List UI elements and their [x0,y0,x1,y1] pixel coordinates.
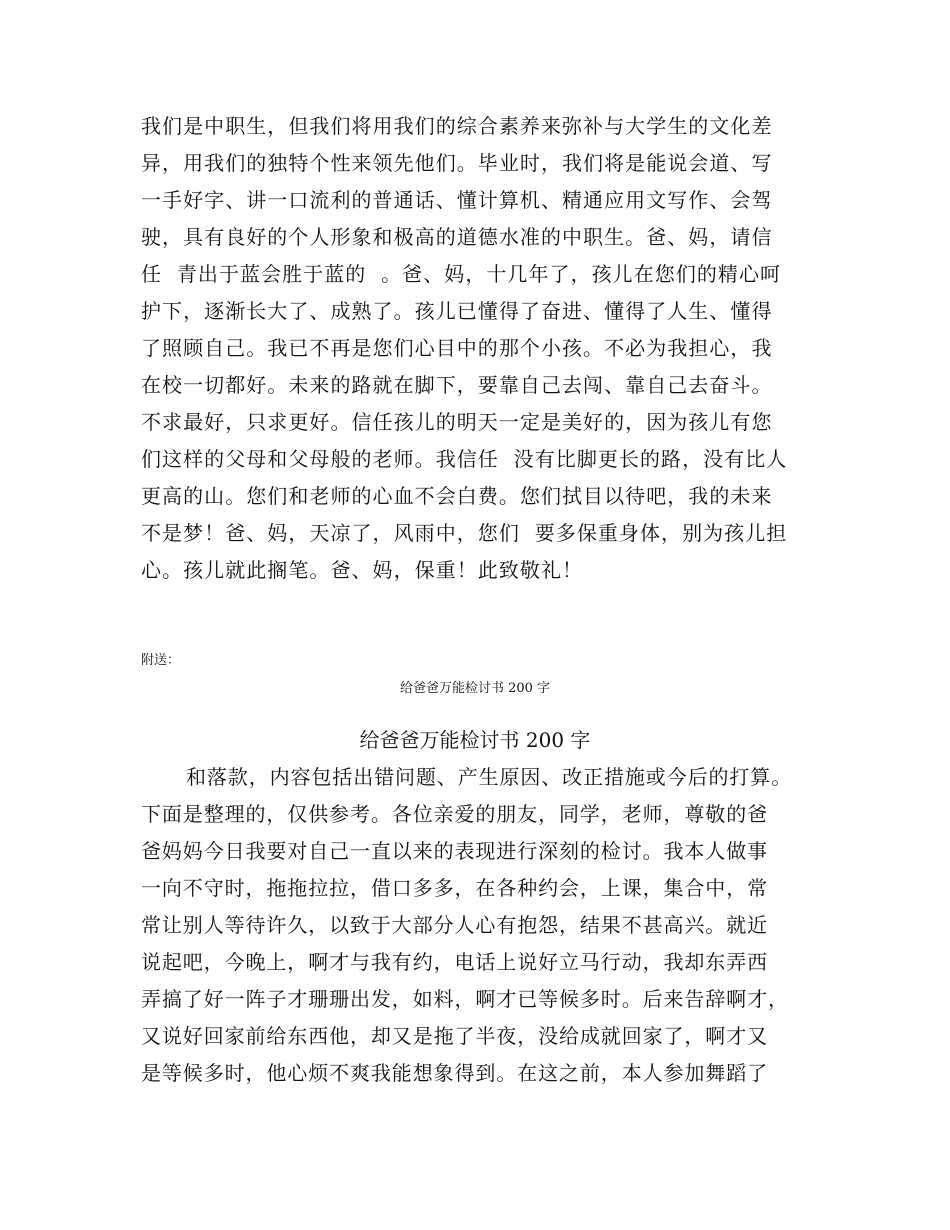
appendix-line: 爸妈妈今日我要对自己一直以来的表现进行深刻的检讨。我本人做事 [141,839,768,863]
appendix-title: 给爸爸万能检讨书 200 字 [359,728,591,752]
appendix-label: 附送： [141,653,181,668]
letter-line: 们这样的父母和父母般的老师。我信任 没有比脚更长的路，没有比人 [141,447,788,471]
appendix-small-title: 给爸爸万能检讨书 200 字 [399,681,551,696]
letter-line: 心。孩儿就此搁笔。爸、妈，保重！此致敬礼！ [141,558,584,582]
appendix-line: 一向不守时，拖拖拉拉，借口多多，在各种约会，上课，集合中，常 [141,876,768,900]
letter-line: 驶，具有良好的个人形象和极高的道德水准的中职生。爸、妈，请信 [141,225,773,249]
letter-line: 不是梦！爸、妈，天凉了，风雨中，您们 要多保重身体，别为孩儿担 [141,521,788,545]
appendix-line: 下面是整理的，仅供参考。各位亲爱的朋友，同学，老师，尊敬的爸 [141,802,768,826]
letter-line: 异，用我们的独特个性来领先他们。毕业时，我们将是能说会道、写 [141,151,773,175]
appendix-line: 又说好回家前给东西他，却又是拖了半夜，没给成就回家了，啊才又 [141,1024,768,1048]
appendix-line: 说起吧，今晚上，啊才与我有约，电话上说好立马行动，我却东弄西 [141,950,768,974]
letter-line: 了照顾自己。我已不再是您们心目中的那个小孩。不必为我担心，我 [141,336,773,360]
letter-line: 不求最好，只求更好。信任孩儿的明天一定是美好的，因为孩儿有您 [141,410,773,434]
appendix-line: 常让别人等待许久，以致于大部分人心有抱怨，结果不甚高兴。就近 [141,913,768,937]
appendix-line: 弄搞了好一阵子才珊珊出发，如料，啊才已等候多时。后来告辞啊才， [141,987,789,1011]
appendix-line: 是等候多时，他心烦不爽我能想象得到。在这之前，本人参加舞蹈了 [141,1061,768,1085]
letter-line: 护下，逐渐长大了、成熟了。孩儿已懂得了奋进、懂得了人生、懂得 [141,299,773,323]
letter-line: 一手好字、讲一口流利的普通话、懂计算机、精通应用文写作、会驾 [141,188,773,212]
letter-line: 我们是中职生，但我们将用我们的综合素养来弥补与大学生的文化差 [141,114,773,138]
letter-line: 在校一切都好。未来的路就在脚下，要靠自己去闯、靠自己去奋斗。 [141,373,773,397]
letter-line: 任 青出于蓝会胜于蓝的 。爸、妈，十几年了，孩儿在您们的精心呵 [141,262,782,286]
letter-line: 更高的山。您们和老师的心血不会白费。您们拭目以待吧，我的未来 [141,484,773,508]
appendix-line: 和落款，内容包括出错问题、产生原因、改正措施或今后的打算。 [186,765,793,789]
